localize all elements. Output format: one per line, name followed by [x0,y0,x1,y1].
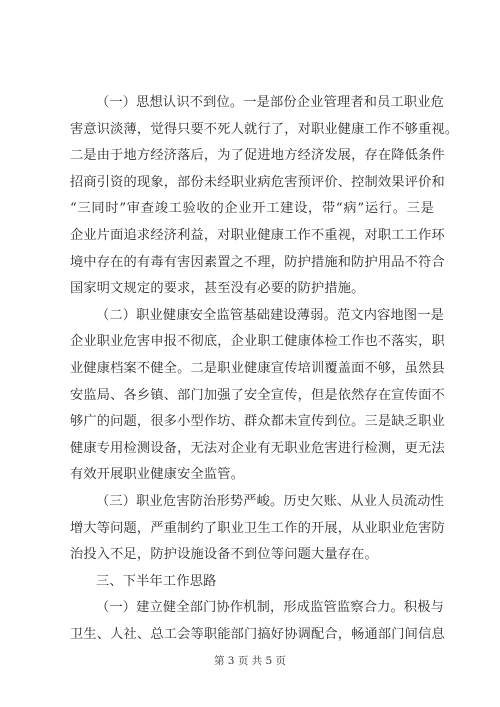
paragraph-3-line-1: （三）职业危害防治形势严峻。历史欠账、从业人员流动性 [96,493,445,509]
paragraph-2-line-6: 健康专用检测设备，无法对企业有无职业危害进行检测，更无法 [70,440,445,456]
paragraph-2-line-3: 业健康档案不健全。二是职业健康宣传培训覆盖面不够，虽然县 [70,360,445,376]
section-heading: 三、下半年工作思路 [96,573,217,589]
paragraph-2-line-4: 安监局、各乡镇、部门加强了安全宣传，但是依然存在宣传面不 [70,387,445,403]
paragraph-1-line-6: 企业片面追求经济利益，对职业健康工作不重视，对职工工作环 [70,227,445,243]
paragraph-1-line-5: “三同时”审查竣工验收的企业开工建设，带“病”运行。三是 [70,201,434,217]
paragraph-1-line-2: 害意识淡薄，觉得只要不死人就行了，对职业健康工作不够重视。 [70,121,459,137]
paragraph-1-line-7: 境中存在的有毒有害因素置之不理，防护措施和防护用品不符合 [70,254,445,270]
paragraph-1-line-1: （一）思想认识不到位。一是部份企业管理者和员工职业危 [96,95,445,110]
paragraph-2-line-7: 有效开展职业健康安全监管。 [70,467,245,483]
page-number-footer: 第 3 页 共 5 页 [213,655,287,667]
paragraph-3-line-3: 治投入不足，防护设施设备不到位等问题大量存在。 [70,547,378,563]
paragraph-1-line-4: 招商引资的现象，部份未经职业病危害预评价、控制效果评价和 [70,174,445,190]
paragraph-2-line-1: （二）职业健康安全监管基础建设薄弱。范文内容地图一是 [96,307,445,323]
paragraph-1-line-3: 二是由于地方经济落后，为了促进地方经济发展，存在降低条件 [70,148,445,164]
paragraph-1-line-8: 国家明文规定的要求，甚至没有必要的防护措施。 [70,281,365,297]
paragraph-3-line-2: 增大等问题，严重制约了职业卫生工作的开展，从业职业危害防 [70,520,445,536]
paragraph-4-line-2: 卫生、人社、总工会等职能部门搞好协调配合，畅通部门间信息 [70,626,445,642]
paragraph-4-line-1: （一）建立健全部门协作机制，形成监管监察合力。积极与 [96,600,445,616]
document-body [70,90,459,648]
paragraph-2-line-5: 够广的问题，很多小型作坊、群众都未宣传到位。三是缺乏职业 [70,414,445,430]
paragraph-2-line-2: 企业职业危害申报不彻底，企业职工健康体检工作也不落实，职 [70,334,445,350]
